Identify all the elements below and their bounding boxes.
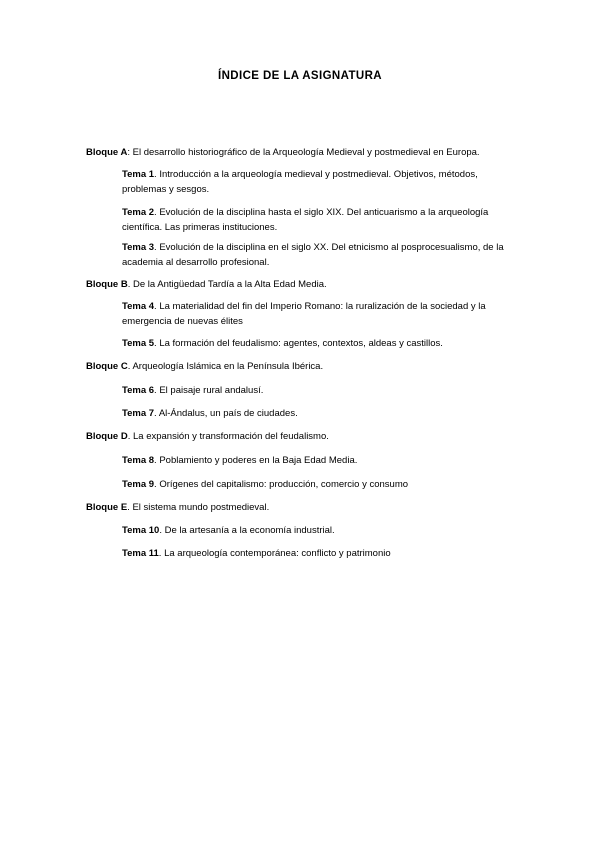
separator: . <box>154 301 160 312</box>
bloque-e <box>86 501 526 516</box>
bloque-label: Bloque A <box>86 147 128 158</box>
separator: . <box>127 431 133 442</box>
tema-11 <box>122 547 522 562</box>
bloque-text: La expansión y transformación del feudalismo. <box>132 431 329 442</box>
tema-label: Tema 4 <box>122 301 155 312</box>
bloque-d <box>86 430 526 445</box>
tema-6 <box>122 384 522 399</box>
tema-text: Al-Ándalus, un país de ciudades. <box>158 408 298 419</box>
separator: . <box>154 207 160 218</box>
tema-label: Tema 5 <box>122 338 155 349</box>
tema-text: Introducción a la arqueología medieval y postmedieval. Objetivos, métodos, problemas y sesgos. <box>122 169 478 195</box>
tema-1 <box>122 168 522 197</box>
separator: . <box>154 169 160 180</box>
tema-text: El paisaje rural andalusí. <box>159 385 264 396</box>
separator: . <box>154 385 160 396</box>
tema-text: Poblamiento y poderes en la Baja Edad Media. <box>159 455 358 466</box>
tema-label: Tema 9 <box>122 479 155 490</box>
bloque-text: El desarrollo historiográfico de la Arqueología Medieval y postmedieval en Europa. <box>132 147 480 158</box>
tema-label: Tema 2 <box>122 207 155 218</box>
tema-label: Tema 10 <box>122 525 160 536</box>
bloque-text: El sistema mundo postmedieval. <box>132 502 270 513</box>
tema-3 <box>122 241 522 270</box>
tema-text: La formación del feudalismo: agentes, contextos, aldeas y castillos. <box>159 338 443 349</box>
separator: . <box>154 242 160 253</box>
separator: . <box>154 408 159 419</box>
tema-8 <box>122 454 522 469</box>
separator: . <box>154 479 160 490</box>
separator: : <box>127 147 133 158</box>
tema-label: Tema 3 <box>122 242 155 253</box>
tema-label: Tema 7 <box>122 408 155 419</box>
tema-5 <box>122 337 522 352</box>
bloque-a <box>86 146 526 161</box>
tema-text: Evolución de la disciplina en el siglo XX. Del etnicismo al posprocesualismo, de la academia al desarrollo profesional. <box>122 242 504 268</box>
tema-label: Tema 1 <box>122 169 155 180</box>
tema-2 <box>122 206 522 235</box>
bloque-c <box>86 360 526 375</box>
bloque-label: Bloque D <box>86 431 128 442</box>
tema-text: Orígenes del capitalismo: producción, comercio y consumo <box>159 479 409 490</box>
tema-text: La materialidad del fin del Imperio Romano: la ruralización de la sociedad y la emergencia de nuevas élites <box>122 301 486 327</box>
tema-9 <box>122 478 522 493</box>
page-title: ÍNDICE DE LA ASIGNATURA <box>217 70 383 82</box>
bloque-text: Arqueología Islámica en la Península Ibérica. <box>132 361 324 372</box>
tema-text: La arqueología contemporánea: conflicto y patrimonio <box>164 548 391 559</box>
separator: . <box>154 455 160 466</box>
separator: . <box>158 548 165 559</box>
tema-text: Evolución de la disciplina hasta el siglo XIX. Del anticuarismo a la arqueología científica. Las primeras instituciones. <box>122 207 489 233</box>
separator: . <box>154 338 160 349</box>
tema-label: Tema 11 <box>122 548 159 559</box>
bloque-b <box>86 278 526 293</box>
bloque-label: Bloque C <box>86 361 128 372</box>
tema-10 <box>122 524 522 539</box>
tema-4 <box>122 300 522 329</box>
tema-label: Tema 6 <box>122 385 155 396</box>
tema-label: Tema 8 <box>122 455 155 466</box>
separator: . <box>127 279 133 290</box>
bloque-label: Bloque B <box>86 279 128 290</box>
separator: . <box>127 361 133 372</box>
tema-text: De la artesanía a la economía industrial. <box>164 525 335 536</box>
separator: . <box>159 525 165 536</box>
bloque-text: De la Antigüedad Tardía a la Alta Edad Media. <box>132 279 327 290</box>
tema-7 <box>122 407 522 422</box>
bloque-label: Bloque E <box>86 502 128 513</box>
separator: . <box>127 502 133 513</box>
